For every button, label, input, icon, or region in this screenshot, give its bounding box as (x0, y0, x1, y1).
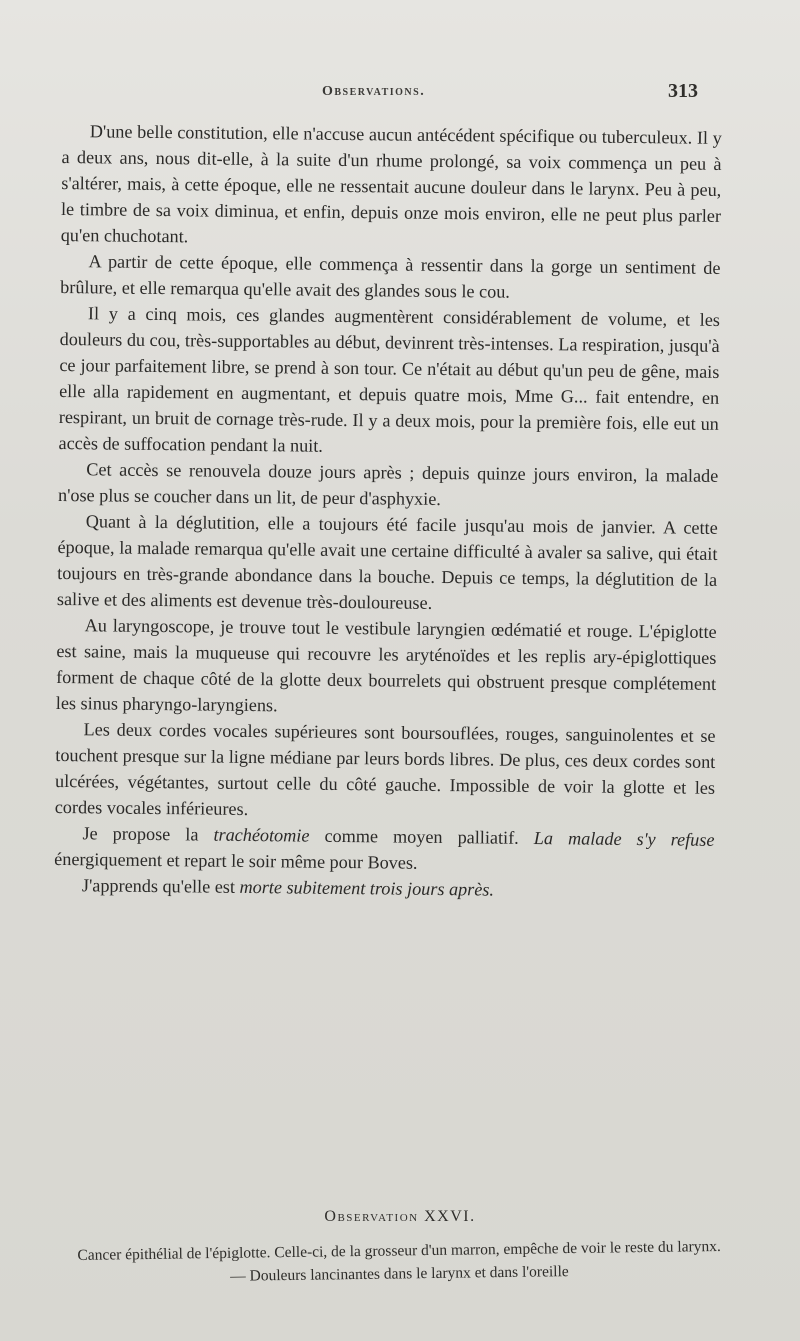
text-run: Quant à la déglutition, elle a toujours été facile jusqu'au mois de janvier. A cette époque, la malade remarqua qu'elle avait une certaine difficulté à avaler sa salive, qui était toujours en très-grande abondance dans la bouche. Depuis ce temps, la déglutition de la salive et des aliments est devenue très-douloureuse. (56, 511, 718, 613)
text-run: Il y a cinq mois, ces glandes augmentèrent considérablement de volume, et les douleurs du cou, très-supportables au début, devinrent très-intenses. La respiration, jusqu'à ce jour parfaitement libre, se prend à son tour. Ce n'était au début qu'un peu de gêne, mais elle alla rapidement en augmentant, et depuis quatre mois, Mme G... fait entendre, en respirant, un bruit de cornage très-rude. Il y a deux mois, pour la première fois, elle eut un accès de suffocation pendant la nuit. (58, 303, 721, 456)
text-run: D'une belle constitution, elle n'accuse aucun antécédent spécifique ou tuberculeux. Il y a deux ans, nous dit-elle, à la suite d'un rhume prolongé, sa voix commença un peu à s'altérer, mais, à cette époque, elle ne ressentait aucune douleur dans le larynx. Peu à peu, le timbre de sa voix diminua, et enfin, depuis onze mois environ, elle ne peut plus parler qu'en chuchotant. (60, 121, 722, 247)
text-run: J'apprends qu'elle est (81, 875, 240, 897)
paragraph (60, 248, 721, 307)
observation-summary: Cancer épithélial de l'épiglotte. Celle-ci, de la grosseur d'un marron, empêche de voir le reste du larynx.— Douleurs lancinantes dans le larynx et dans l'oreille (77, 1237, 721, 1285)
body-text (54, 118, 722, 905)
text-run: Les deux cordes vocales supérieures sont boursouflées, rouges, sanguinolentes et se touchent presque sur la ligne médiane par leurs bords libres. De plus, ces deux cordes sont ulcérées, végétantes, surtout celle du côté gauche. Impossible de voir la glotte et les cordes vocales inférieures. (54, 719, 716, 819)
page-number: 313 (668, 80, 698, 102)
paragraph (58, 456, 719, 515)
text-run: A partir de cette époque, elle commença à ressentir dans la gorge un sentiment de brûlure, et elle remarqua qu'elle avait des glandes sous le cou. (60, 251, 721, 302)
italic-text: morte subitement trois jours après. (239, 876, 495, 900)
text-run: Au laryngoscope, je trouve tout le vestibule laryngien œdématié et rouge. L'épiglotte est saine, mais la muqueuse qui recouvre les aryténoïdes et les replis ary-épiglottiques forment de chaque côté de la glotte deux bourrelets qui obstruent presque complétement les sinus pharyngo-laryngiens. (55, 615, 717, 716)
italic-text: trachéotomie (213, 824, 310, 846)
page-header (0, 78, 800, 108)
paragraph (54, 820, 715, 879)
text-run: Cet accès se renouvela douze jours après ; depuis quinze jours environ, la malade n'ose plus se coucher dans un lit, de peur d'asphyxie. (57, 459, 719, 509)
running-head: Observations. (322, 84, 426, 99)
section-title: Observation XXVI. (324, 1208, 476, 1225)
paragraph (56, 612, 717, 723)
text-run: comme moyen palliatif. (309, 825, 534, 848)
text-run: Je propose la (82, 823, 214, 845)
paragraph (54, 872, 714, 905)
paragraph (55, 716, 716, 827)
text-run: énergiquement et repart le soir même pour Boves. (54, 848, 418, 873)
italic-text: La malade s'y refuse (533, 827, 715, 850)
paragraph (61, 118, 722, 255)
paragraph (57, 508, 718, 619)
paragraph (58, 300, 720, 463)
